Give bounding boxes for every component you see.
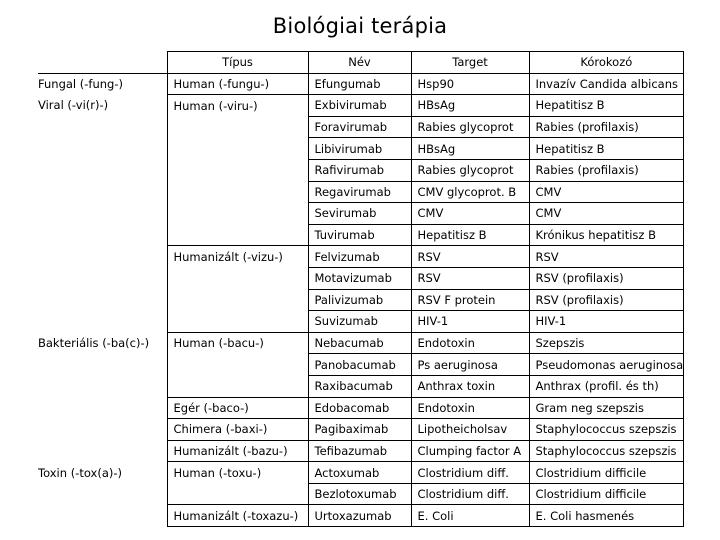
header-target: Target: [411, 52, 529, 74]
category-cell: [38, 267, 167, 289]
table-row: [38, 440, 684, 462]
table-row: [38, 332, 684, 354]
pathogen-cell: Clostridium difficile: [529, 483, 684, 505]
table-row: [38, 267, 684, 289]
category-cell: [38, 440, 167, 462]
pathogen-cell: Invazív Candida albicans: [529, 73, 684, 95]
category-cell: [38, 419, 167, 441]
target-cell: Endotoxin: [411, 332, 529, 354]
header-name: Név: [308, 52, 411, 74]
table-row: [38, 462, 684, 484]
category-cell: [38, 289, 167, 311]
type-cell: [167, 116, 308, 138]
name-cell: Edobacomab: [308, 397, 411, 419]
pathogen-cell: Krónikus hepatitisz B: [529, 224, 684, 246]
target-cell: Endotoxin: [411, 397, 529, 419]
pathogen-cell: CMV: [529, 181, 684, 203]
target-cell: Clumping factor A: [411, 440, 529, 462]
target-cell: RSV: [411, 267, 529, 289]
type-cell: [167, 289, 308, 311]
type-cell: [167, 354, 308, 376]
table-row: [38, 73, 684, 95]
pathogen-cell: Staphylococcus szepszis: [529, 440, 684, 462]
antibody-table: [38, 51, 684, 527]
pathogen-cell: Rabies (profilaxis): [529, 159, 684, 181]
category-cell: [38, 375, 167, 397]
pathogen-cell: Hepatitisz B: [529, 95, 684, 117]
target-cell: Hepatitisz B: [411, 224, 529, 246]
table-row: [38, 505, 684, 527]
type-cell: [167, 181, 308, 203]
name-cell: Regavirumab: [308, 181, 411, 203]
type-cell: Egér (-baco-): [167, 397, 308, 419]
target-cell: E. Coli: [411, 505, 529, 527]
category-cell: Toxin (-tox(a)-): [38, 462, 167, 484]
category-cell: Bakteriális (-ba(c)-): [38, 332, 167, 354]
type-cell: Humanizált (-bazu-): [167, 440, 308, 462]
table-row: [38, 159, 684, 181]
pathogen-cell: Anthrax (profil. és th): [529, 375, 684, 397]
pathogen-cell: RSV (profilaxis): [529, 267, 684, 289]
type-cell: [167, 224, 308, 246]
type-cell: Chimera (-baxi-): [167, 419, 308, 441]
pathogen-cell: E. Coli hasmenés: [529, 505, 684, 527]
pathogen-cell: HIV-1: [529, 311, 684, 333]
pathogen-cell: CMV: [529, 203, 684, 225]
category-cell: [38, 505, 167, 527]
name-cell: Rafivirumab: [308, 159, 411, 181]
table-row: [38, 95, 684, 117]
table-row: [38, 246, 684, 268]
pathogen-cell: Pseudomonas aeruginosa: [529, 354, 684, 376]
name-cell: Motavizumab: [308, 267, 411, 289]
type-cell: [167, 311, 308, 333]
pathogen-cell: Szepszis: [529, 332, 684, 354]
type-cell: Human (-viru-): [167, 95, 308, 117]
pathogen-cell: RSV (profilaxis): [529, 289, 684, 311]
table-row: [38, 289, 684, 311]
header-blank: [38, 52, 167, 74]
header-type: Típus: [167, 52, 308, 74]
type-cell: Humanizált (-toxazu-): [167, 505, 308, 527]
name-cell: Pagibaximab: [308, 419, 411, 441]
type-cell: [167, 159, 308, 181]
table-body: [38, 73, 684, 526]
name-cell: Foravirumab: [308, 116, 411, 138]
table-row: [38, 181, 684, 203]
target-cell: HBsAg: [411, 95, 529, 117]
target-cell: Lipotheicholsav: [411, 419, 529, 441]
target-cell: RSV F protein: [411, 289, 529, 311]
name-cell: Nebacumab: [308, 332, 411, 354]
category-cell: [38, 397, 167, 419]
table-row: [38, 138, 684, 160]
name-cell: Efungumab: [308, 73, 411, 95]
category-cell: Fungal (-fung-): [38, 73, 167, 95]
name-cell: Tefibazumab: [308, 440, 411, 462]
name-cell: Exbivirumab: [308, 95, 411, 117]
category-cell: [38, 246, 167, 268]
target-cell: RSV: [411, 246, 529, 268]
target-cell: CMV: [411, 203, 529, 225]
table-row: [38, 354, 684, 376]
category-cell: [38, 116, 167, 138]
table-row: [38, 397, 684, 419]
page-title: Biológiai terápia: [272, 14, 448, 38]
name-cell: Libivirumab: [308, 138, 411, 160]
name-cell: Suvizumab: [308, 311, 411, 333]
name-cell: Bezlotoxumab: [308, 483, 411, 505]
target-cell: Rabies glycoprot: [411, 116, 529, 138]
pathogen-cell: Hepatitisz B: [529, 138, 684, 160]
target-cell: HBsAg: [411, 138, 529, 160]
name-cell: Urtoxazumab: [308, 505, 411, 527]
type-cell: [167, 483, 308, 505]
category-cell: [38, 181, 167, 203]
target-cell: Clostridium diff.: [411, 483, 529, 505]
pathogen-cell: Rabies (profilaxis): [529, 116, 684, 138]
table-row: [38, 375, 684, 397]
name-cell: Sevirumab: [308, 203, 411, 225]
name-cell: Palivizumab: [308, 289, 411, 311]
name-cell: Felvizumab: [308, 246, 411, 268]
category-cell: [38, 159, 167, 181]
category-cell: [38, 203, 167, 225]
name-cell: Panobacumab: [308, 354, 411, 376]
target-cell: HIV-1: [411, 311, 529, 333]
target-cell: Anthrax toxin: [411, 375, 529, 397]
table-row: [38, 224, 684, 246]
category-cell: [38, 224, 167, 246]
pathogen-cell: RSV: [529, 246, 684, 268]
name-cell: Tuvirumab: [308, 224, 411, 246]
table-row: [38, 203, 684, 225]
pathogen-cell: Gram neg szepszis: [529, 397, 684, 419]
table-row: [38, 311, 684, 333]
category-cell: Viral (-vi(r)-): [38, 95, 167, 117]
header-pathogen: Kórokozó: [529, 52, 684, 74]
category-cell: [38, 354, 167, 376]
category-cell: [38, 483, 167, 505]
target-cell: Rabies glycoprot: [411, 159, 529, 181]
type-cell: [167, 203, 308, 225]
pathogen-cell: Staphylococcus szepszis: [529, 419, 684, 441]
table-row: [38, 419, 684, 441]
type-cell: Human (-toxu-): [167, 462, 308, 484]
type-cell: Human (-bacu-): [167, 332, 308, 354]
table-row: [38, 483, 684, 505]
type-cell: [167, 138, 308, 160]
name-cell: Raxibacumab: [308, 375, 411, 397]
target-cell: Hsp90: [411, 73, 529, 95]
category-cell: [38, 311, 167, 333]
category-cell: [38, 138, 167, 160]
target-cell: Ps aeruginosa: [411, 354, 529, 376]
pathogen-cell: Clostridium difficile: [529, 462, 684, 484]
type-cell: [167, 267, 308, 289]
name-cell: Actoxumab: [308, 462, 411, 484]
type-cell: [167, 375, 308, 397]
type-cell: Human (-fungu-): [167, 73, 308, 95]
target-cell: CMV glycoprot. B: [411, 181, 529, 203]
type-cell: Humanizált (-vizu-): [167, 246, 308, 268]
table-header-row: [38, 52, 684, 74]
target-cell: Clostridium diff.: [411, 462, 529, 484]
table-row: [38, 116, 684, 138]
